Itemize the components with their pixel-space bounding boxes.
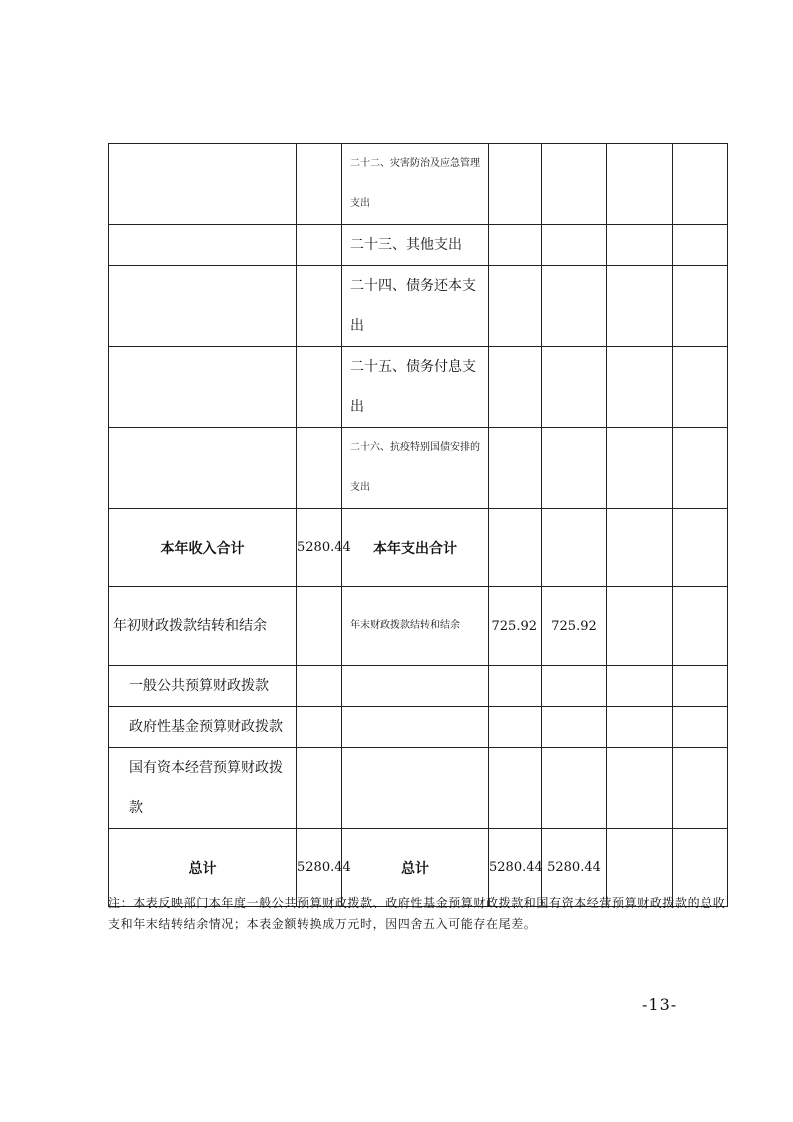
expense-item-label: 二十六、抗疫特别国债安排的支出 [342, 428, 489, 509]
expense-item-label: 二十五、债务付息支出 [342, 347, 489, 428]
year-income-total-label: 本年收入合计 [109, 509, 297, 587]
income-cell [109, 144, 297, 225]
grand-total-expense-amount: 5280.44 [489, 829, 542, 907]
grand-total-income-label: 总计 [109, 829, 297, 907]
year-expense-total-label: 本年支出合计 [342, 509, 489, 587]
table-row [109, 266, 728, 347]
table-row [109, 347, 728, 428]
closing-carryover-general: 725.92 [542, 587, 607, 666]
expense-item-label: 二十三、其他支出 [342, 225, 489, 266]
table-row [109, 707, 728, 748]
table-row [109, 144, 728, 225]
year-income-total-amount: 5280.44 [297, 509, 342, 587]
table-row [109, 428, 728, 509]
opening-carryover-label: 年初财政拨款结转和结余 [109, 587, 297, 666]
table-row [109, 225, 728, 266]
grand-total-income-amount: 5280.44 [297, 829, 342, 907]
page-number: -13- [642, 995, 678, 1014]
grand-total-expense-label: 总计 [342, 829, 489, 907]
table-footnote: 注：本表反映部门本年度一般公共预算财政拨款、政府性基金预算财政拨款和国有资本经营预算财政拨款的总收支和年末结转结余情况；本表金额转换成万元时，因四舍五入可能存在尾差。 [108, 896, 726, 931]
closing-carryover-label: 年末财政拨款结转和结余 [342, 587, 489, 666]
closing-carryover-total: 725.92 [489, 587, 542, 666]
fiscal-budget-table [108, 143, 728, 907]
amount-cell [297, 144, 342, 225]
expense-item-label: 二十二、灾害防治及应急管理支出 [342, 144, 489, 225]
general-budget-label: 一般公共预算财政拨款 [109, 666, 297, 707]
table-row [109, 587, 728, 666]
expense-item-label: 二十四、债务还本支出 [342, 266, 489, 347]
grand-total-general-amount: 5280.44 [542, 829, 607, 907]
gov-fund-budget-label: 政府性基金预算财政拨款 [109, 707, 297, 748]
state-capital-budget-label: 国有资本经营预算财政拨款 [109, 748, 297, 829]
table-row [109, 748, 728, 829]
table-row [109, 666, 728, 707]
table-row [109, 509, 728, 587]
